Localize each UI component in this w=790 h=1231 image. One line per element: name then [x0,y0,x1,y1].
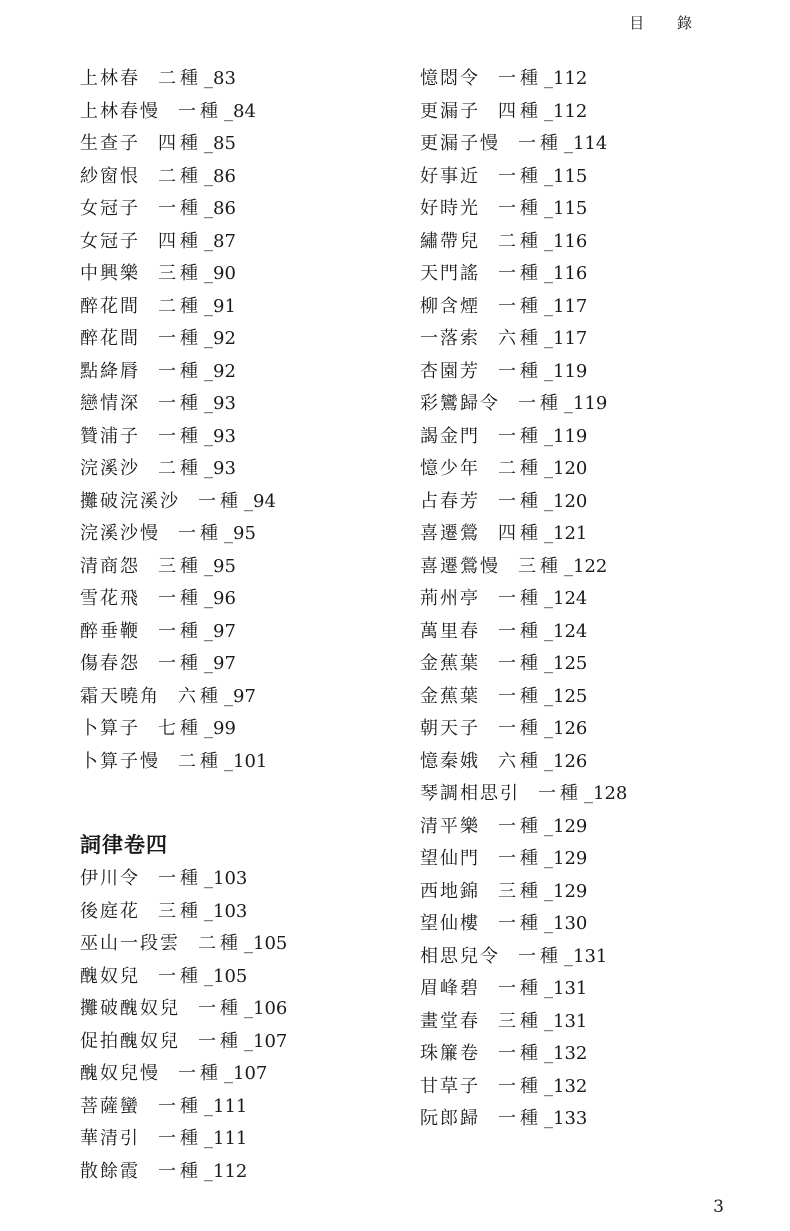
entry-page-number: _ 107 [244,1031,287,1052]
entry-page-number: _ 112 [544,101,587,122]
toc-entry [80,746,287,779]
toc-entry [80,583,287,616]
entry-page-number: _ 87 [204,231,236,252]
entry-page-number: _ 125 [544,653,587,674]
entry-variant-count: 三種 [518,555,562,577]
entry-title: 卜算子 [80,718,140,739]
toc-entry [420,1071,627,1104]
toc-entry [80,421,287,454]
entry-page-number: _ 131 [564,946,607,967]
entry-title: 憶悶令 [420,68,480,89]
entry-title: 一落索 [420,328,480,349]
toc-entry [420,713,627,746]
entry-variant-count: 四種 [158,133,202,154]
entry-page-number: _ 97 [204,621,236,642]
entry-title: 萬里春 [420,620,480,642]
section-spacer [80,778,287,827]
entry-page-number: _ 103 [204,901,247,922]
entry-variant-count: 二種 [158,295,202,317]
entry-variant-count: 一種 [498,1075,542,1097]
toc-entry [420,518,627,551]
entry-variant-count: 一種 [498,295,542,317]
toc-entry [420,648,627,681]
entry-title: 阮郎歸 [420,1108,480,1129]
entry-title: 中興樂 [80,263,140,284]
entry-page-number: _ 129 [544,848,587,869]
toc-entry [420,193,627,226]
toc-left-column [80,63,287,1188]
entry-variant-count: 二種 [158,165,202,187]
entry-page-number: _ 91 [204,296,236,317]
toc-entry [420,843,627,876]
entry-variant-count: 三種 [158,555,202,577]
entry-variant-count: 三種 [158,263,202,284]
entry-variant-count: 一種 [158,360,202,382]
entry-page-number: _ 117 [544,296,587,317]
entry-variant-count: 一種 [498,425,542,447]
entry-variant-count: 一種 [158,1095,202,1117]
entry-variant-count: 一種 [158,393,202,414]
entry-page-number: _ 86 [204,198,236,219]
entry-title: 西地錦 [420,880,480,902]
entry-title: 金蕉葉 [420,653,480,674]
toc-entry [420,778,627,811]
toc-entry [80,453,287,486]
entry-variant-count: 一種 [498,685,542,707]
toc-entry [80,961,287,994]
toc-entry [420,941,627,974]
toc-entry [420,486,627,519]
entry-title: 琴調相思引 [420,783,520,804]
entry-page-number: _ 83 [204,68,236,89]
entry-variant-count: 一種 [498,718,542,739]
entry-title: 望仙門 [420,848,480,869]
entry-title: 醜奴兒慢 [80,1063,160,1084]
entry-page-number: _ 124 [544,588,587,609]
entry-page-number: _ 120 [544,458,587,479]
toc-entry [420,421,627,454]
toc-entry [80,1058,287,1091]
entry-page-number: _ 112 [204,1161,247,1182]
toc-entry [80,96,287,129]
entry-variant-count: 一種 [498,588,542,609]
entry-variant-count: 一種 [498,1108,542,1129]
toc-entry [420,226,627,259]
toc-entry [80,928,287,961]
toc-entry [80,518,287,551]
entry-variant-count: 一種 [498,1043,542,1064]
entry-title: 相思兒令 [420,945,500,967]
entry-page-number: _ 105 [204,966,247,987]
entry-title: 喜遷鶯 [420,523,480,544]
toc-entry [420,746,627,779]
entry-page-number: _ 115 [544,198,587,219]
entry-page-number: _ 115 [544,166,587,187]
entry-title: 後庭花 [80,900,140,922]
entry-title: 散餘霞 [80,1160,140,1182]
entry-title: 贊浦子 [80,425,140,447]
entry-title: 醉垂鞭 [80,620,140,642]
toc-entry [80,551,287,584]
entry-title: 女冠子 [80,230,140,252]
entry-page-number: _ 86 [204,166,236,187]
entry-variant-count: 一種 [158,1128,202,1149]
entry-page-number: _ 125 [544,686,587,707]
entry-title: 醉花間 [80,295,140,317]
entry-variant-count: 一種 [158,425,202,447]
entry-title: 畫堂春 [420,1010,480,1032]
entry-page-number: _ 97 [204,653,236,674]
entry-variant-count: 一種 [158,653,202,674]
toc-entry [420,1038,627,1071]
entry-variant-count: 二種 [158,68,202,89]
entry-page-number: _ 132 [544,1043,587,1064]
entry-variant-count: 三種 [498,880,542,902]
entry-page-number: _ 119 [564,393,607,414]
entry-title: 杏園芳 [420,360,480,382]
entry-variant-count: 二種 [178,750,222,772]
entry-variant-count: 一種 [498,848,542,869]
entry-variant-count: 六種 [178,685,222,707]
entry-title: 清平樂 [420,815,480,837]
entry-title: 憶秦娥 [420,750,480,772]
entry-variant-count: 四種 [158,230,202,252]
toc-entry [420,356,627,389]
entry-title: 好事近 [420,165,480,187]
toc-entry [420,258,627,291]
entry-variant-count: 一種 [498,620,542,642]
toc-entry [420,908,627,941]
entry-title: 上林春慢 [80,100,160,122]
entry-page-number: _ 105 [244,933,287,954]
toc-entry [420,1006,627,1039]
entry-title: 占春芳 [420,490,480,512]
toc-entry [420,681,627,714]
entry-variant-count: 一種 [198,998,242,1019]
entry-variant-count: 一種 [158,620,202,642]
toc-entry [80,993,287,1026]
entry-page-number: _ 97 [224,686,256,707]
entry-variant-count: 二種 [498,458,542,479]
toc-entry [80,1091,287,1124]
toc-entry [420,96,627,129]
entry-variant-count: 一種 [198,1030,242,1052]
entry-variant-count: 一種 [498,165,542,187]
entry-page-number: _ 93 [204,458,236,479]
entry-page-number: _ 132 [544,1076,587,1097]
entry-title: 華清引 [80,1128,140,1149]
entry-page-number: _ 122 [564,556,607,577]
entry-title: 繡帶兒 [420,230,480,252]
entry-variant-count: 一種 [158,328,202,349]
entry-variant-count: 一種 [198,490,242,512]
entry-page-number: _ 103 [204,868,247,889]
entry-title: 雪花飛 [80,588,140,609]
entry-page-number: _ 95 [224,523,256,544]
entry-variant-count: 三種 [158,900,202,922]
toc-entry [420,583,627,616]
entry-title: 浣溪沙慢 [80,523,160,544]
entry-page-number: _ 129 [544,816,587,837]
entry-page-number: _ 126 [544,718,587,739]
entry-title: 生查子 [80,133,140,154]
entry-page-number: _ 133 [544,1108,587,1129]
entry-title: 好時光 [420,198,480,219]
entry-title: 甘草子 [420,1075,480,1097]
entry-page-number: _ 96 [204,588,236,609]
entry-page-number: _ 112 [544,68,587,89]
entry-page-number: _ 95 [204,556,236,577]
entry-variant-count: 一種 [498,263,542,284]
entry-title: 喜遷鶯慢 [420,555,500,577]
entry-page-number: _ 128 [584,783,627,804]
entry-page-number: _ 130 [544,913,587,934]
toc-entry [80,63,287,96]
entry-variant-count: 四種 [498,523,542,544]
entry-title: 點絳脣 [80,360,140,382]
entry-variant-count: 一種 [518,133,562,154]
entry-variant-count: 二種 [198,933,242,954]
entry-title: 伊川令 [80,868,140,889]
entry-page-number: _ 119 [544,426,587,447]
entry-variant-count: 一種 [498,490,542,512]
entry-variant-count: 一種 [158,965,202,987]
entry-title: 女冠子 [80,198,140,219]
toc-entry [80,896,287,929]
toc-entry [80,226,287,259]
entry-page-number: _ 106 [244,998,287,1019]
page-number: 3 [713,1197,724,1217]
entry-title: 菩薩蠻 [80,1095,140,1117]
entry-page-number: _ 119 [544,361,587,382]
entry-variant-count: 六種 [498,328,542,349]
entry-variant-count: 一種 [498,68,542,89]
entry-page-number: _ 117 [544,328,587,349]
entry-page-number: _ 126 [544,751,587,772]
entry-page-number: _ 107 [224,1063,267,1084]
entry-page-number: _ 93 [204,426,236,447]
entry-title: 浣溪沙 [80,458,140,479]
entry-variant-count: 四種 [498,100,542,122]
toc-entry [420,128,627,161]
entry-page-number: _ 92 [204,328,236,349]
entry-variant-count: 一種 [158,198,202,219]
entry-variant-count: 一種 [538,783,582,804]
entry-title: 醜奴兒 [80,965,140,987]
toc-entry [80,128,287,161]
toc-entry [80,323,287,356]
entry-variant-count: 七種 [158,718,202,739]
entry-page-number: _ 92 [204,361,236,382]
entry-page-number: _ 90 [204,263,236,284]
toc-entry [80,648,287,681]
entry-title: 更漏子慢 [420,133,500,154]
entry-title: 朝天子 [420,718,480,739]
entry-page-number: _ 129 [544,881,587,902]
entry-variant-count: 一種 [498,815,542,837]
entry-page-number: _ 120 [544,491,587,512]
entry-title: 紗窗恨 [80,165,140,187]
toc-entry [80,388,287,421]
entry-page-number: _ 93 [204,393,236,414]
entry-variant-count: 二種 [498,230,542,252]
entry-title: 更漏子 [420,100,480,122]
toc-entry [420,811,627,844]
entry-page-number: _ 101 [224,751,267,772]
toc-entry [420,876,627,909]
toc-entry [420,453,627,486]
entry-variant-count: 一種 [518,945,562,967]
entry-variant-count: 一種 [518,393,562,414]
entry-page-number: _ 111 [204,1096,247,1117]
entry-title: 上林春 [80,68,140,89]
toc-entry [80,1123,287,1156]
entry-variant-count: 六種 [498,750,542,772]
toc-entry [80,1026,287,1059]
running-header: 目 錄 [629,14,706,32]
entry-title: 眉峰碧 [420,978,480,999]
entry-title: 攤破浣溪沙 [80,490,180,512]
entry-variant-count: 一種 [158,868,202,889]
entry-page-number: _ 111 [204,1128,247,1149]
entry-variant-count: 一種 [178,523,222,544]
section-heading: 詞律卷四 [80,832,168,857]
toc-entry [420,1103,627,1136]
entry-title: 攤破醜奴兒 [80,998,180,1019]
entry-page-number: _ 124 [544,621,587,642]
entry-title: 醉花間 [80,328,140,349]
entry-variant-count: 一種 [158,1160,202,1182]
entry-title: 卜算子慢 [80,750,160,772]
entry-title: 傷春怨 [80,653,140,674]
entry-page-number: _ 116 [544,231,587,252]
entry-title: 柳含煙 [420,295,480,317]
entry-page-number: _ 94 [244,491,276,512]
toc-entry [420,973,627,1006]
entry-title: 天門謠 [420,263,480,284]
entry-title: 荊州亭 [420,588,480,609]
entry-page-number: _ 131 [544,1011,587,1032]
entry-page-number: _ 131 [544,978,587,999]
entry-variant-count: 一種 [498,360,542,382]
toc-entry [420,323,627,356]
toc-entry [420,291,627,324]
toc-entry [80,863,287,896]
entry-variant-count: 一種 [178,100,222,122]
toc-entry [80,1156,287,1189]
entry-variant-count: 一種 [498,653,542,674]
entry-title: 憶少年 [420,458,480,479]
entry-page-number: _ 84 [224,101,256,122]
toc-right-column [420,63,627,1136]
entry-page-number: _ 85 [204,133,236,154]
entry-variant-count: 一種 [498,198,542,219]
toc-entry [80,486,287,519]
entry-title: 霜天曉角 [80,685,160,707]
entry-title: 戀情深 [80,393,140,414]
toc-entry [80,161,287,194]
entry-variant-count: 一種 [498,978,542,999]
toc-entry [80,193,287,226]
entry-page-number: _ 99 [204,718,236,739]
entry-title: 金蕉葉 [420,685,480,707]
entry-page-number: _ 116 [544,263,587,284]
entry-variant-count: 一種 [158,588,202,609]
toc-entry [420,616,627,649]
toc-entry [80,681,287,714]
entry-title: 巫山一段雲 [80,933,180,954]
entry-variant-count: 三種 [498,1010,542,1032]
entry-page-number: _ 114 [564,133,607,154]
entry-title: 彩鸞歸令 [420,393,500,414]
toc-entry [420,161,627,194]
entry-variant-count: 一種 [178,1063,222,1084]
toc-entry [420,63,627,96]
entry-variant-count: 一種 [498,913,542,934]
toc-entry [420,551,627,584]
entry-page-number: _ 121 [544,523,587,544]
entry-variant-count: 二種 [158,458,202,479]
toc-entry [80,258,287,291]
toc-entry [80,616,287,649]
toc-entry [80,291,287,324]
toc-entry [420,388,627,421]
entry-title: 珠簾卷 [420,1043,480,1064]
toc-entry [80,713,287,746]
entry-title: 清商怨 [80,555,140,577]
entry-title: 謁金門 [420,425,480,447]
entry-title: 望仙樓 [420,913,480,934]
entry-title: 促拍醜奴兒 [80,1030,180,1052]
toc-entry [80,356,287,389]
